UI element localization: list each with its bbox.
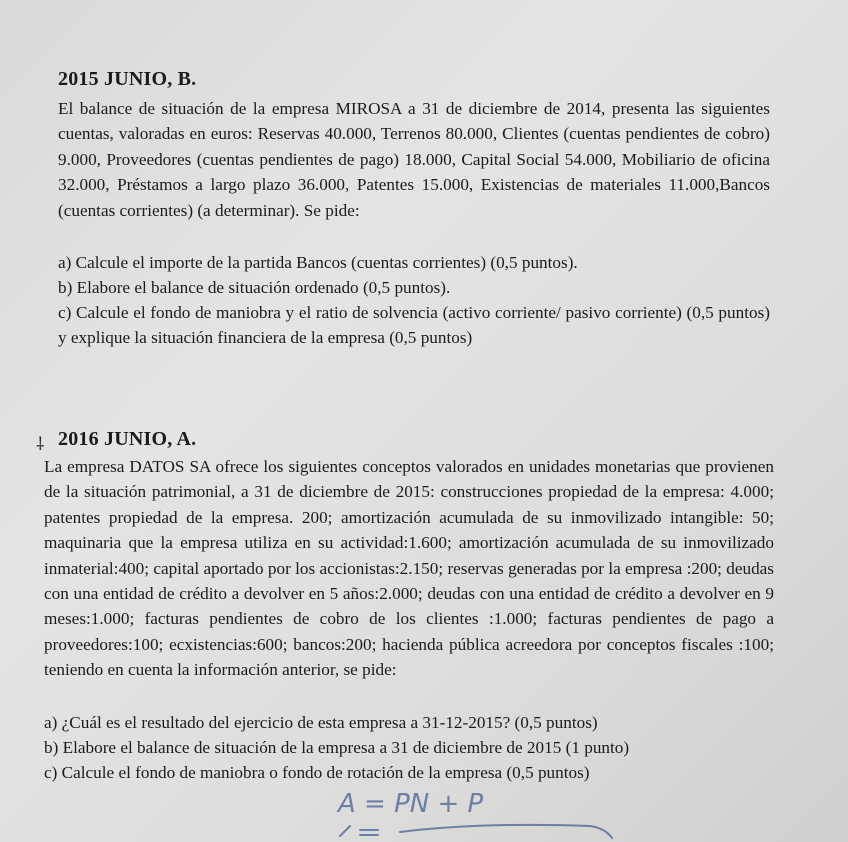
handwritten-note (330, 786, 650, 842)
problem-2-statement: La empresa DATOS SA ofrece los siguientes conceptos valorados en unidades monetarias que provienen de la situación patrimonial, a 31 de diciembre de 2015: construcciones propiedad de la empresa: 4.000; patentes propiedad de la empresa. 200; amortización acumulada de su inmovilizado intangible: 50; maquinaria que la empresa utiliza en su actividad:1.600; amortización acumulada de su inmovilizado inmaterial:400; capital aportado por los accionistas:2.150; reservas generadas por la empresa :200; deudas con una entidad de crédito a devolver en 5 años:2.000; deudas con una entidad de crédito a devolver en 9 meses:1.000; facturas pendientes de cobro de los clientes :1.000; facturas pendientes de pago a proveedores:100; ecxistencias:600; bancos:200; hacienda pública acreedora por conceptos fiscales :100; teniendo en cuenta la información anterior, se pide: (44, 457, 774, 680)
problem-1-question-c: c) Calcule el fondo de maniobra y el ratio de solvencia (activo corriente/ pasivo corriente) (0,5 puntos) y explique la situación financiera de la empresa (0,5 puntos) (58, 303, 770, 348)
problem-2-question-c: c) Calcule el fondo de maniobra o fondo de rotación de la empresa (0,5 puntos) (44, 763, 590, 782)
problem-1-heading: 2015 JUNIO, B. (58, 68, 197, 90)
handwritten-formula: A = PN + P (338, 789, 484, 819)
problem-1-statement: El balance de situación de la empresa MIROSA a 31 de diciembre de 2014, presenta las siguientes cuentas, valoradas en euros: Reservas 40.000, Terrenos 80.000, Clientes (cuentas pendientes de cobro) 9.000, Proveedores (cuentas pendientes de pago) 18.000, Capital Social 54.000, Mobiliario de oficina 32.000, Préstamos a largo plazo 36.000, Patentes 15.000, Existencias de materiales 11.000,Bancos (cuentas corrientes) (a determinar). Se pide: (58, 99, 770, 220)
problem-2-question-b: b) Elabore el balance de situación de la empresa a 31 de diciembre de 2015 (1 punto) (44, 738, 630, 757)
problem-2-question-a: a) ¿Cuál es el resultado del ejercicio de esta empresa a 31-12-2015? (0,5 puntos) (44, 713, 598, 732)
problem-1-question-b: b) Elabore el balance de situación ordenado (0,5 puntos). (58, 278, 451, 297)
problem-2-heading: 2016 JUNIO, A. (58, 428, 197, 450)
problem-1-question-a: a) Calcule el importe de la partida Bancos (cuentas corrientes) (0,5 puntos). (58, 253, 578, 272)
margin-mark-icon: ⸸ (36, 434, 45, 454)
